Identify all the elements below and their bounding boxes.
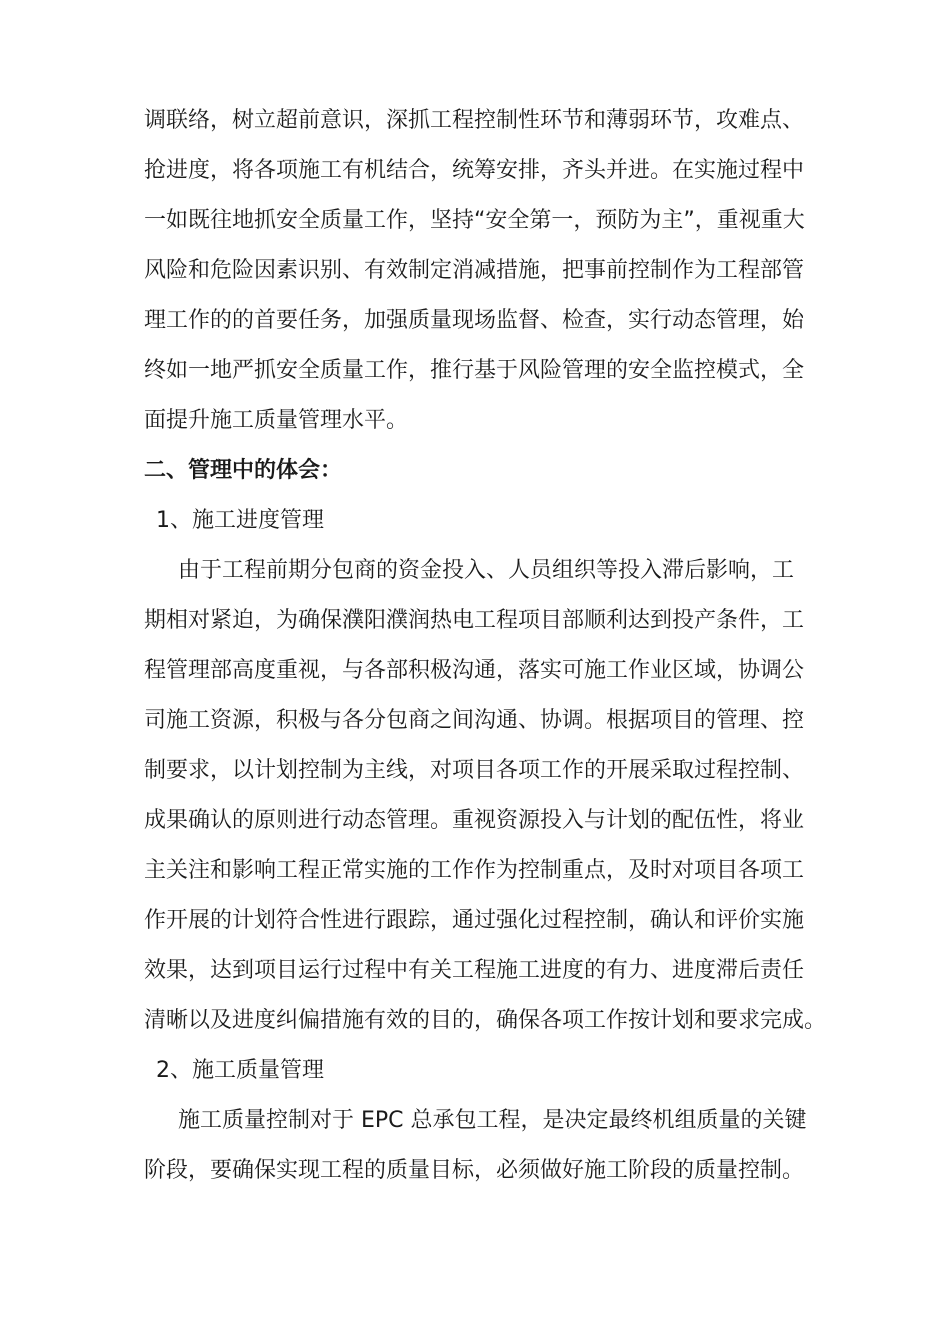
text-line-13: 司施工资源，积极与各分包商之间沟通、协调。根据项目的管理、控 (144, 708, 805, 733)
text-line-14: 制要求，以计划控制为主线，对项目各项工作的开展采取过程控制、 (144, 758, 805, 783)
text-line-16: 主关注和影响工程正常实施的工作作为控制重点，及时对项目各项工 (144, 858, 805, 883)
text-line-5: 理工作的的首要任务，加强质量现场监督、检查，实行动态管理，始 (144, 308, 805, 333)
text-line-6: 终如一地严抓安全质量工作，推行基于风险管理的安全监控模式，全 (144, 358, 805, 383)
text-line-2: 抢进度，将各项施工有机结合，统筹安排，齐头并进。在实施过程中 (144, 158, 805, 183)
section-heading: 二、管理中的体会： (144, 458, 343, 483)
text-line-4: 风险和危险因素识别、有效制定消减措施，把事前控制作为工程部管 (144, 258, 805, 283)
text-line-12: 程管理部高度重视，与各部积极沟通，落实可施工作业区域，协调公 (144, 658, 805, 683)
text-line-21: 施工质量控制对于 EPC 总承包工程，是决定最终机组质量的关键 (178, 1108, 807, 1133)
subheading-schedule: 1、施工进度管理 (156, 508, 324, 533)
text-line-7: 面提升施工质量管理水平。 (144, 408, 409, 433)
text-line-10: 由于工程前期分包商的资金投入、人员组织等投入滞后影响，工 (178, 558, 795, 583)
text-line-18: 效果，达到项目运行过程中有关工程施工进度的有力、进度滞后责任 (144, 958, 805, 983)
text-line-1: 调联络，树立超前意识，深抓工程控制性环节和薄弱环节，攻难点、 (144, 108, 805, 133)
text-line-17: 作开展的计划符合性进行跟踪，通过强化过程控制，确认和评价实施 (144, 908, 805, 933)
subheading-quality: 2、施工质量管理 (156, 1058, 324, 1083)
text-line-22: 阶段，要确保实现工程的质量目标，必须做好施工阶段的质量控制。 (144, 1158, 805, 1183)
text-line-19: 清晰以及进度纠偏措施有效的目的，确保各项工作按计划和要求完成。 (144, 1008, 827, 1033)
text-line-11: 期相对紧迫，为确保濮阳濮润热电工程项目部顺利达到投产条件，工 (144, 608, 805, 633)
text-line-15: 成果确认的原则进行动态管理。重视资源投入与计划的配伍性，将业 (144, 808, 805, 833)
text-line-3: 一如既往地抓安全质量工作，坚持“安全第一，预防为主”，重视重大 (144, 208, 805, 233)
